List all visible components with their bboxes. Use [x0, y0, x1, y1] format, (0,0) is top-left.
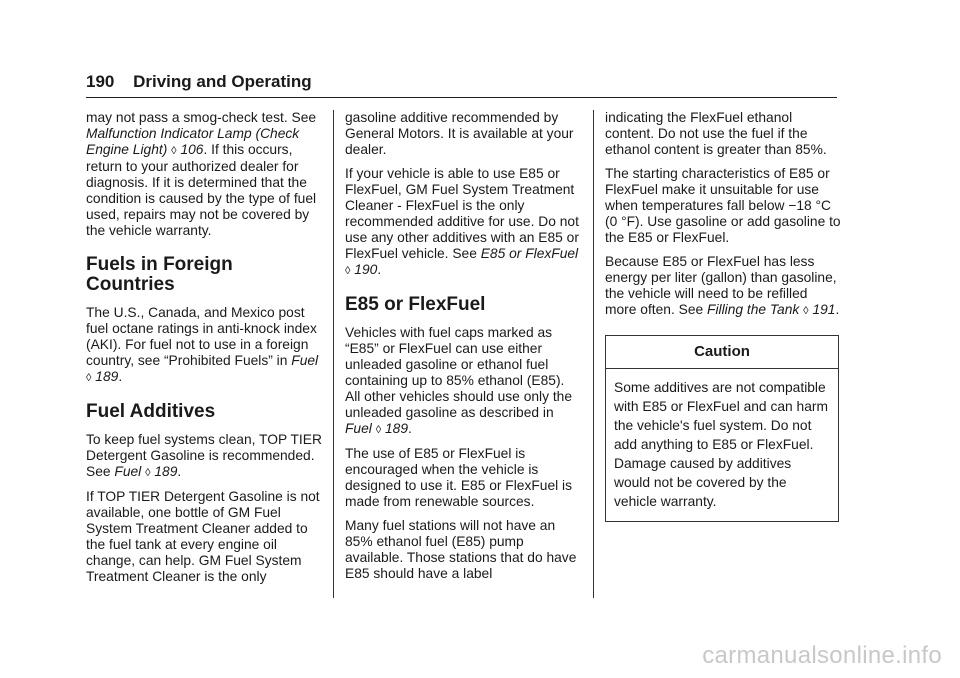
page-reference-arrow-icon: ◊ [145, 467, 151, 479]
page-reference-arrow-icon: ◊ [803, 305, 809, 317]
paragraph: Because E85 or FlexFuel has less energy per liter (gallon) than gasoline, the vehicle will need to be refilled more often. See Filling the Tank ◊ 191. [605, 254, 840, 317]
column-3 [605, 110, 841, 522]
paragraph: The U.S., Canada, and Mexico post fuel octane ratings in anti-knock index (AKI). For fuel not to use in a foreign country, see “Prohibited Fuels” in Fuel ◊ 189. [86, 305, 319, 384]
paragraph: Many fuel stations will not have an 85% ethanol fuel (E85) pump available. Those stations that do have E85 should have a label [345, 518, 577, 581]
page-reference[interactable]: 106 [180, 142, 204, 157]
paragraph: To keep fuel systems clean, TOP TIER Detergent Gasoline is recommended. See Fuel ◊ 189. [86, 432, 322, 479]
page-reference-arrow-icon: ◊ [171, 145, 177, 157]
cross-reference-link[interactable]: Fuel [345, 421, 372, 436]
paragraph: Vehicles with fuel caps marked as “E85” or FlexFuel can use either unleaded gasoline or ethanol fuel containing up to 85% ethanol (E85). All other vehicles should use only the unleaded gasoline as described in Fuel ◊ 189. [345, 325, 573, 436]
page-reference-arrow-icon: ◊ [86, 372, 92, 384]
column-divider-2 [593, 110, 594, 598]
heading-fuel-additives: Fuel Additives [86, 401, 216, 422]
column-2 [345, 110, 581, 590]
paragraph: gasoline additive recommended by General Motors. It is available at your dealer. [345, 110, 574, 157]
page-reference-arrow-icon: ◊ [375, 424, 382, 436]
paragraph: The use of E85 or FlexFuel is encouraged when the vehicle is designed to use it. E85 or FlexFuel is made from renewable sources. [345, 446, 573, 509]
watermark: carmanualsonline.info [702, 642, 942, 669]
paragraph: If your vehicle is able to use E85 or FlexFuel, GM Fuel System Treatment Cleaner - FlexFuel is the only recommended additive for use. Do not use any other additives with an E85 or FlexFuel vehicle. See E85 or FlexFuel ◊ 190. [345, 166, 579, 277]
heading-fuels-in-foreign-countries: Fuels in Foreign Countries [86, 254, 233, 295]
page-reference-arrow-icon: ◊ [345, 265, 351, 277]
page-reference[interactable]: 189 [384, 421, 408, 436]
page-reference[interactable]: 190 [354, 262, 378, 277]
page-header [86, 70, 837, 98]
page-reference[interactable]: 191 [812, 302, 836, 317]
column-1 [86, 110, 322, 593]
cross-reference-link[interactable]: Fuel [114, 464, 142, 479]
cross-reference-link[interactable]: Filling the Tank [707, 302, 800, 317]
page-number: 190 [86, 72, 115, 91]
page-reference[interactable]: 189 [95, 369, 119, 384]
caution-body: Some additives are not compatible with E85 or FlexFuel and can harm the vehicle's fuel system. Do not add anything to E85 or FlexFuel. Damage caused by additives would not be covered by the vehicle warranty. [614, 380, 828, 509]
caution-title: Caution [606, 336, 838, 369]
heading-e85-or-flexfuel: E85 or FlexFuel [345, 294, 486, 315]
paragraph: indicating the FlexFuel ethanol content. Do not use the fuel if the ethanol content is greater than 85%. [605, 110, 827, 157]
section-title: Driving and Operating [133, 72, 312, 91]
cross-reference-link[interactable]: E85 or FlexFuel [480, 246, 579, 261]
caution-box [605, 335, 839, 522]
paragraph: The starting characteristics of E85 or FlexFuel make it unsuitable for use when temperatures fall below −18 °C (0 °F). Use gasoline or add gasoline to the E85 or FlexFuel. [605, 166, 841, 245]
cross-reference-link[interactable]: Malfunction Indicator Lamp (Check Engine Light) [86, 126, 300, 157]
column-divider-1 [333, 110, 334, 598]
paragraph: may not pass a smog-check test. See Malfunction Indicator Lamp (Check Engine Light) ◊ 106. If this occurs, return to your authorized dealer for diagnosis. If it is determined that the condition is caused by the type of fuel used, repairs may not be covered by the vehicle warranty. [86, 110, 317, 238]
page-reference[interactable]: 189 [154, 464, 178, 479]
paragraph: If TOP TIER Detergent Gasoline is not available, one bottle of GM Fuel System Treatment Cleaner added to the fuel tank at every engine oil change, can help. GM Fuel System Treatment Cleaner is the only [86, 489, 320, 584]
cross-reference-link[interactable]: Fuel [291, 353, 319, 368]
